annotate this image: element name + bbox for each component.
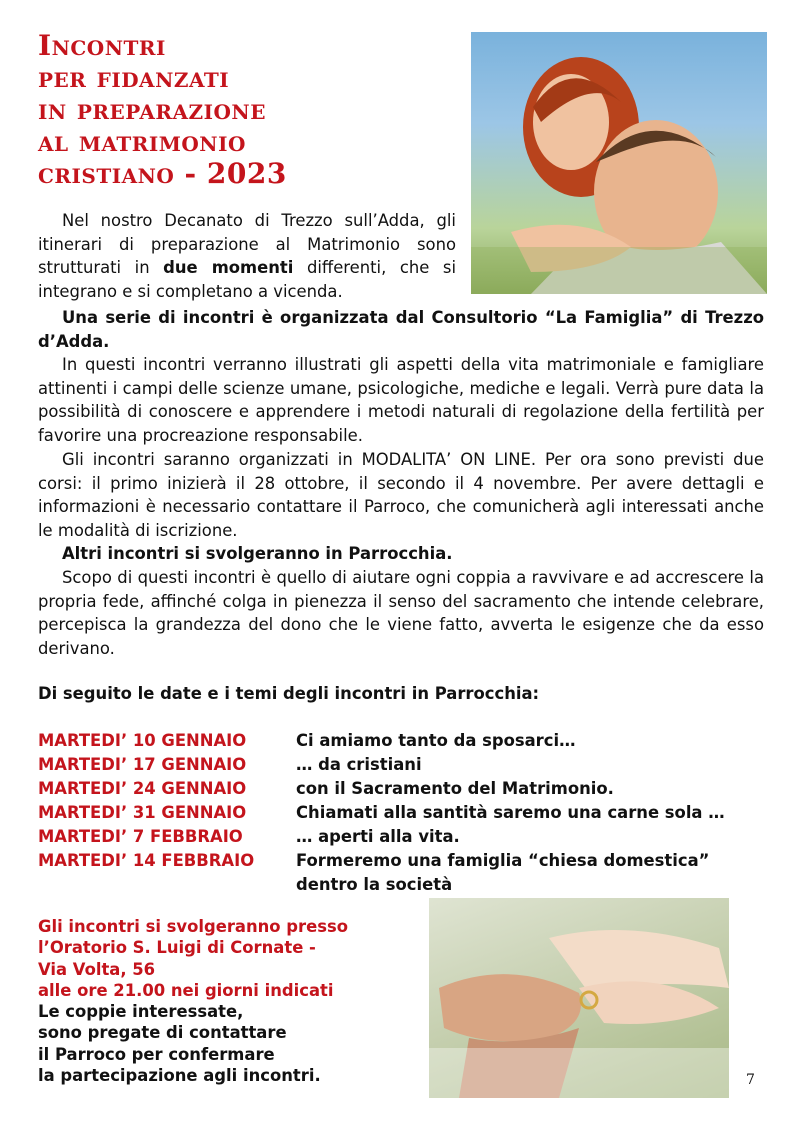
schedule-date: MARTEDI’ 10 GENNAIO (38, 731, 247, 750)
title-line: cristiano - 2023 (38, 157, 287, 190)
schedule-row (38, 753, 764, 777)
title-line: al matrimonio (38, 125, 246, 158)
ring-illustration (429, 898, 729, 1098)
schedule-intro: Di seguito le date e i temi degli incontri in Parrocchia: (38, 684, 540, 703)
schedule-row (38, 873, 764, 897)
contact-line: la partecipazione agli incontri. (38, 1066, 321, 1086)
schedule-row (38, 825, 764, 849)
schedule-date: MARTEDI’ 7 FEBBRAIO (38, 827, 243, 846)
schedule-theme: Ci amiamo tanto da sposarci… (296, 731, 576, 750)
consultorio-heading (38, 306, 764, 353)
schedule-theme: … da cristiani (296, 755, 422, 774)
intro-bold: due momenti (163, 258, 294, 277)
online-paragraph: Gli incontri saranno organizzati in MODALITA’ ON LINE. Per ora sono previsti due corsi: il primo inizierà il 28 ottobre, il secondo il 4 novembre. Per avere dettagli e informazioni è necessario contattare il Parroco, che comunicherà agli interessati anche le modalità di iscrizione. (38, 450, 764, 540)
contact-line: Le coppie interessate, (38, 1002, 244, 1022)
couple-illustration (471, 32, 767, 294)
schedule-row (38, 777, 764, 801)
intro-paragraph (38, 209, 456, 303)
venue-info (38, 916, 418, 1086)
parish-heading-text: Altri incontri si svolgeranno in Parrocchia. (62, 544, 453, 563)
schedule-theme: dentro la società (296, 875, 453, 894)
schedule-row (38, 849, 764, 873)
parish-heading (38, 542, 764, 566)
page-title (38, 30, 458, 190)
page-number: 7 (746, 1072, 755, 1088)
title-line: Incontri (38, 29, 166, 62)
venue-line: Via Volta, 56 (38, 959, 156, 979)
ring-photo (429, 898, 729, 1098)
intro-text-after: differenti, che si integrano e si completano a vicenda. (38, 258, 456, 301)
schedule-date: MARTEDI’ 24 GENNAIO (38, 779, 247, 798)
parish-paragraph: Scopo di questi incontri è quello di aiutare ogni coppia a ravvivare e ad accrescere la propria fede, affinché colga in pienezza il senso del sacramento che intende celebrare, percepisca la grandezza del dono che le viene fatto, avverta le esigenze che da esso derivano. (38, 568, 764, 658)
contact-line: il Parroco per confermare (38, 1044, 275, 1064)
schedule-theme: Formeremo una famiglia “chiesa domestica” (296, 851, 710, 870)
venue-line: l’Oratorio S. Luigi di Cornate - (38, 938, 316, 958)
schedule-theme: con il Sacramento del Matrimonio. (296, 779, 614, 798)
title-line: per fidanzati (38, 61, 230, 94)
venue-line: Gli incontri si svolgeranno presso (38, 917, 348, 936)
venue-line: alle ore 21.00 nei giorni indicati (38, 980, 334, 1000)
schedule-date: MARTEDI’ 14 FEBBRAIO (38, 851, 255, 870)
schedule-theme: … aperti alla vita. (296, 827, 460, 846)
intro-text-before: Nel nostro Decanato di Trezzo sull’Adda, gli itinerari di preparazione al Matrimonio sono strutturati in (38, 211, 456, 277)
contact-line: sono pregate di contattare (38, 1023, 287, 1043)
schedule-date (38, 873, 296, 897)
consultorio-paragraph: In questi incontri verranno illustrati gli aspetti della vita matrimoniale e famigliare attinenti i campi delle scienze umane, psicologiche, mediche e legali. Verrà pure data la possibilità di conoscere e apprendere i metodi naturali di regolazione della fertilità per favorire una procreazione responsabile. (38, 355, 764, 445)
schedule-row (38, 801, 764, 825)
schedule-date: MARTEDI’ 17 GENNAIO (38, 755, 247, 774)
schedule-date: MARTEDI’ 31 GENNAIO (38, 803, 247, 822)
couple-photo (471, 32, 767, 294)
schedule-row (38, 729, 764, 753)
schedule-list (38, 729, 764, 897)
consultorio-heading-text: Una serie di incontri è organizzata dal Consultorio “La Famiglia” di Trezzo d’Adda. (38, 308, 764, 351)
title-line: in preparazione (38, 93, 266, 126)
schedule-theme: Chiamati alla santità saremo una carne sola … (296, 803, 725, 822)
